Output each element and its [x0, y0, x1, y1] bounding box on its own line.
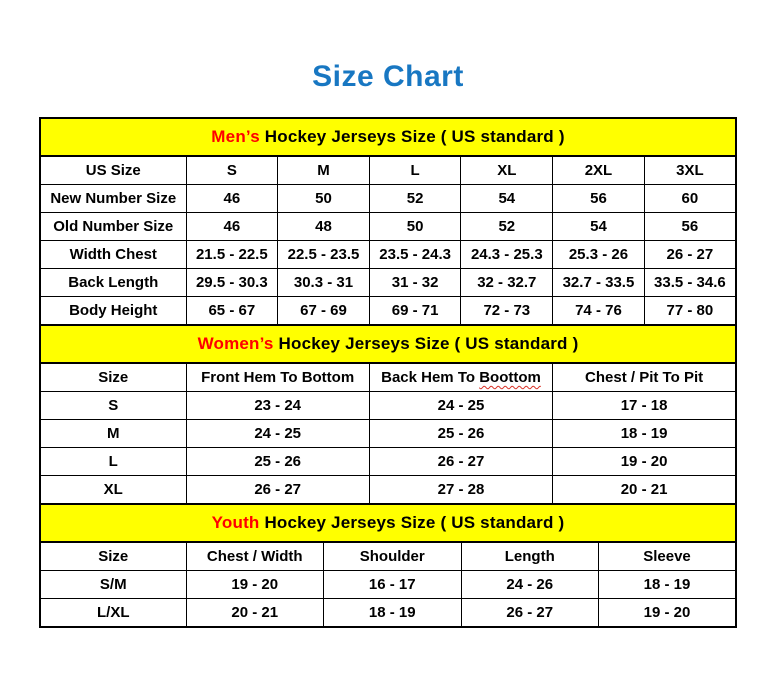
section-band-row [40, 118, 736, 156]
column-header: Size [40, 363, 186, 392]
column-header: S [186, 156, 278, 185]
size-cell: 18 - 19 [599, 571, 737, 599]
column-header: Front Hem To Bottom [186, 363, 369, 392]
size-cell: 54 [461, 185, 553, 213]
size-cell: 50 [278, 185, 370, 213]
size-chart-tables [39, 117, 737, 628]
table-row [40, 420, 736, 448]
table-row [40, 448, 736, 476]
size-cell: 25 - 26 [369, 420, 552, 448]
size-cell: 19 - 20 [186, 571, 324, 599]
column-header: 3XL [644, 156, 736, 185]
size-cell: 26 - 27 [461, 599, 599, 628]
column-header: US Size [40, 156, 186, 185]
table-row [40, 392, 736, 420]
section-band-youth [40, 504, 736, 542]
size-cell: 46 [186, 213, 278, 241]
size-cell: 32 - 32.7 [461, 269, 553, 297]
size-cell: 22.5 - 23.5 [278, 241, 370, 269]
table-row [40, 599, 736, 628]
section-band-highlight: Youth [211, 513, 260, 532]
column-header: Sleeve [599, 542, 737, 571]
column-header: L [369, 156, 461, 185]
header-row [40, 156, 736, 185]
column-header: XL [461, 156, 553, 185]
size-cell: 67 - 69 [278, 297, 370, 326]
section-band-row [40, 504, 736, 542]
size-cell: 74 - 76 [553, 297, 645, 326]
size-cell: 25 - 26 [186, 448, 369, 476]
size-cell: 50 [369, 213, 461, 241]
size-table-womens [39, 324, 737, 505]
table-row [40, 297, 736, 326]
column-header: Length [461, 542, 599, 571]
size-cell: 21.5 - 22.5 [186, 241, 278, 269]
column-header: Chest / Width [186, 542, 324, 571]
size-cell: 23 - 24 [186, 392, 369, 420]
size-cell: 52 [369, 185, 461, 213]
size-cell: 26 - 27 [369, 448, 552, 476]
row-label: Old Number Size [40, 213, 186, 241]
column-header: Size [40, 542, 186, 571]
size-cell: 26 - 27 [186, 476, 369, 505]
section-band-row [40, 325, 736, 363]
size-cell: 60 [644, 185, 736, 213]
section-band-highlight: Men’s [211, 127, 260, 146]
section-band-mens [40, 118, 736, 156]
misspelled-word: Boottom [479, 369, 541, 386]
row-label: Body Height [40, 297, 186, 326]
size-cell: 72 - 73 [461, 297, 553, 326]
size-cell: 19 - 20 [599, 599, 737, 628]
size-cell: 27 - 28 [369, 476, 552, 505]
header-row [40, 363, 736, 392]
size-cell: 30.3 - 31 [278, 269, 370, 297]
size-cell: 69 - 71 [369, 297, 461, 326]
size-cell: 65 - 67 [186, 297, 278, 326]
size-cell: 54 [553, 213, 645, 241]
section-band-text: Hockey Jerseys Size ( US standard ) [259, 513, 565, 532]
row-label: S [40, 392, 186, 420]
row-label: Back Length [40, 269, 186, 297]
size-cell: 20 - 21 [553, 476, 736, 505]
column-header: Shoulder [324, 542, 462, 571]
size-table-youth [39, 503, 737, 628]
row-label: L/XL [40, 599, 186, 628]
row-label: Width Chest [40, 241, 186, 269]
table-row [40, 241, 736, 269]
size-cell: 20 - 21 [186, 599, 324, 628]
size-cell: 31 - 32 [369, 269, 461, 297]
size-cell: 24 - 25 [186, 420, 369, 448]
size-cell: 56 [644, 213, 736, 241]
size-cell: 18 - 19 [324, 599, 462, 628]
row-label: XL [40, 476, 186, 505]
size-cell: 52 [461, 213, 553, 241]
table-row [40, 185, 736, 213]
size-cell: 25.3 - 26 [553, 241, 645, 269]
size-cell: 16 - 17 [324, 571, 462, 599]
row-label: L [40, 448, 186, 476]
column-header: Back Hem To Boottom [369, 363, 552, 392]
size-cell: 26 - 27 [644, 241, 736, 269]
size-cell: 17 - 18 [553, 392, 736, 420]
size-cell: 32.7 - 33.5 [553, 269, 645, 297]
table-row [40, 571, 736, 599]
column-header: Chest / Pit To Pit [553, 363, 736, 392]
size-cell: 24 - 25 [369, 392, 552, 420]
table-row [40, 476, 736, 505]
size-cell: 33.5 - 34.6 [644, 269, 736, 297]
size-cell: 19 - 20 [553, 448, 736, 476]
size-cell: 18 - 19 [553, 420, 736, 448]
section-band-highlight: Women’s [197, 334, 274, 353]
size-cell: 24.3 - 25.3 [461, 241, 553, 269]
page-title: Size Chart [312, 60, 464, 93]
column-header: 2XL [553, 156, 645, 185]
size-cell: 77 - 80 [644, 297, 736, 326]
size-cell: 29.5 - 30.3 [186, 269, 278, 297]
column-header: M [278, 156, 370, 185]
size-cell: 23.5 - 24.3 [369, 241, 461, 269]
header-row [40, 542, 736, 571]
section-band-text: Hockey Jerseys Size ( US standard ) [259, 127, 565, 146]
row-label: New Number Size [40, 185, 186, 213]
size-cell: 46 [186, 185, 278, 213]
section-band-text: Hockey Jerseys Size ( US standard ) [273, 334, 579, 353]
size-cell: 24 - 26 [461, 571, 599, 599]
size-cell: 56 [553, 185, 645, 213]
section-band-womens [40, 325, 736, 363]
row-label: S/M [40, 571, 186, 599]
size-cell: 48 [278, 213, 370, 241]
table-row [40, 269, 736, 297]
table-row [40, 213, 736, 241]
row-label: M [40, 420, 186, 448]
size-table-mens [39, 117, 737, 326]
